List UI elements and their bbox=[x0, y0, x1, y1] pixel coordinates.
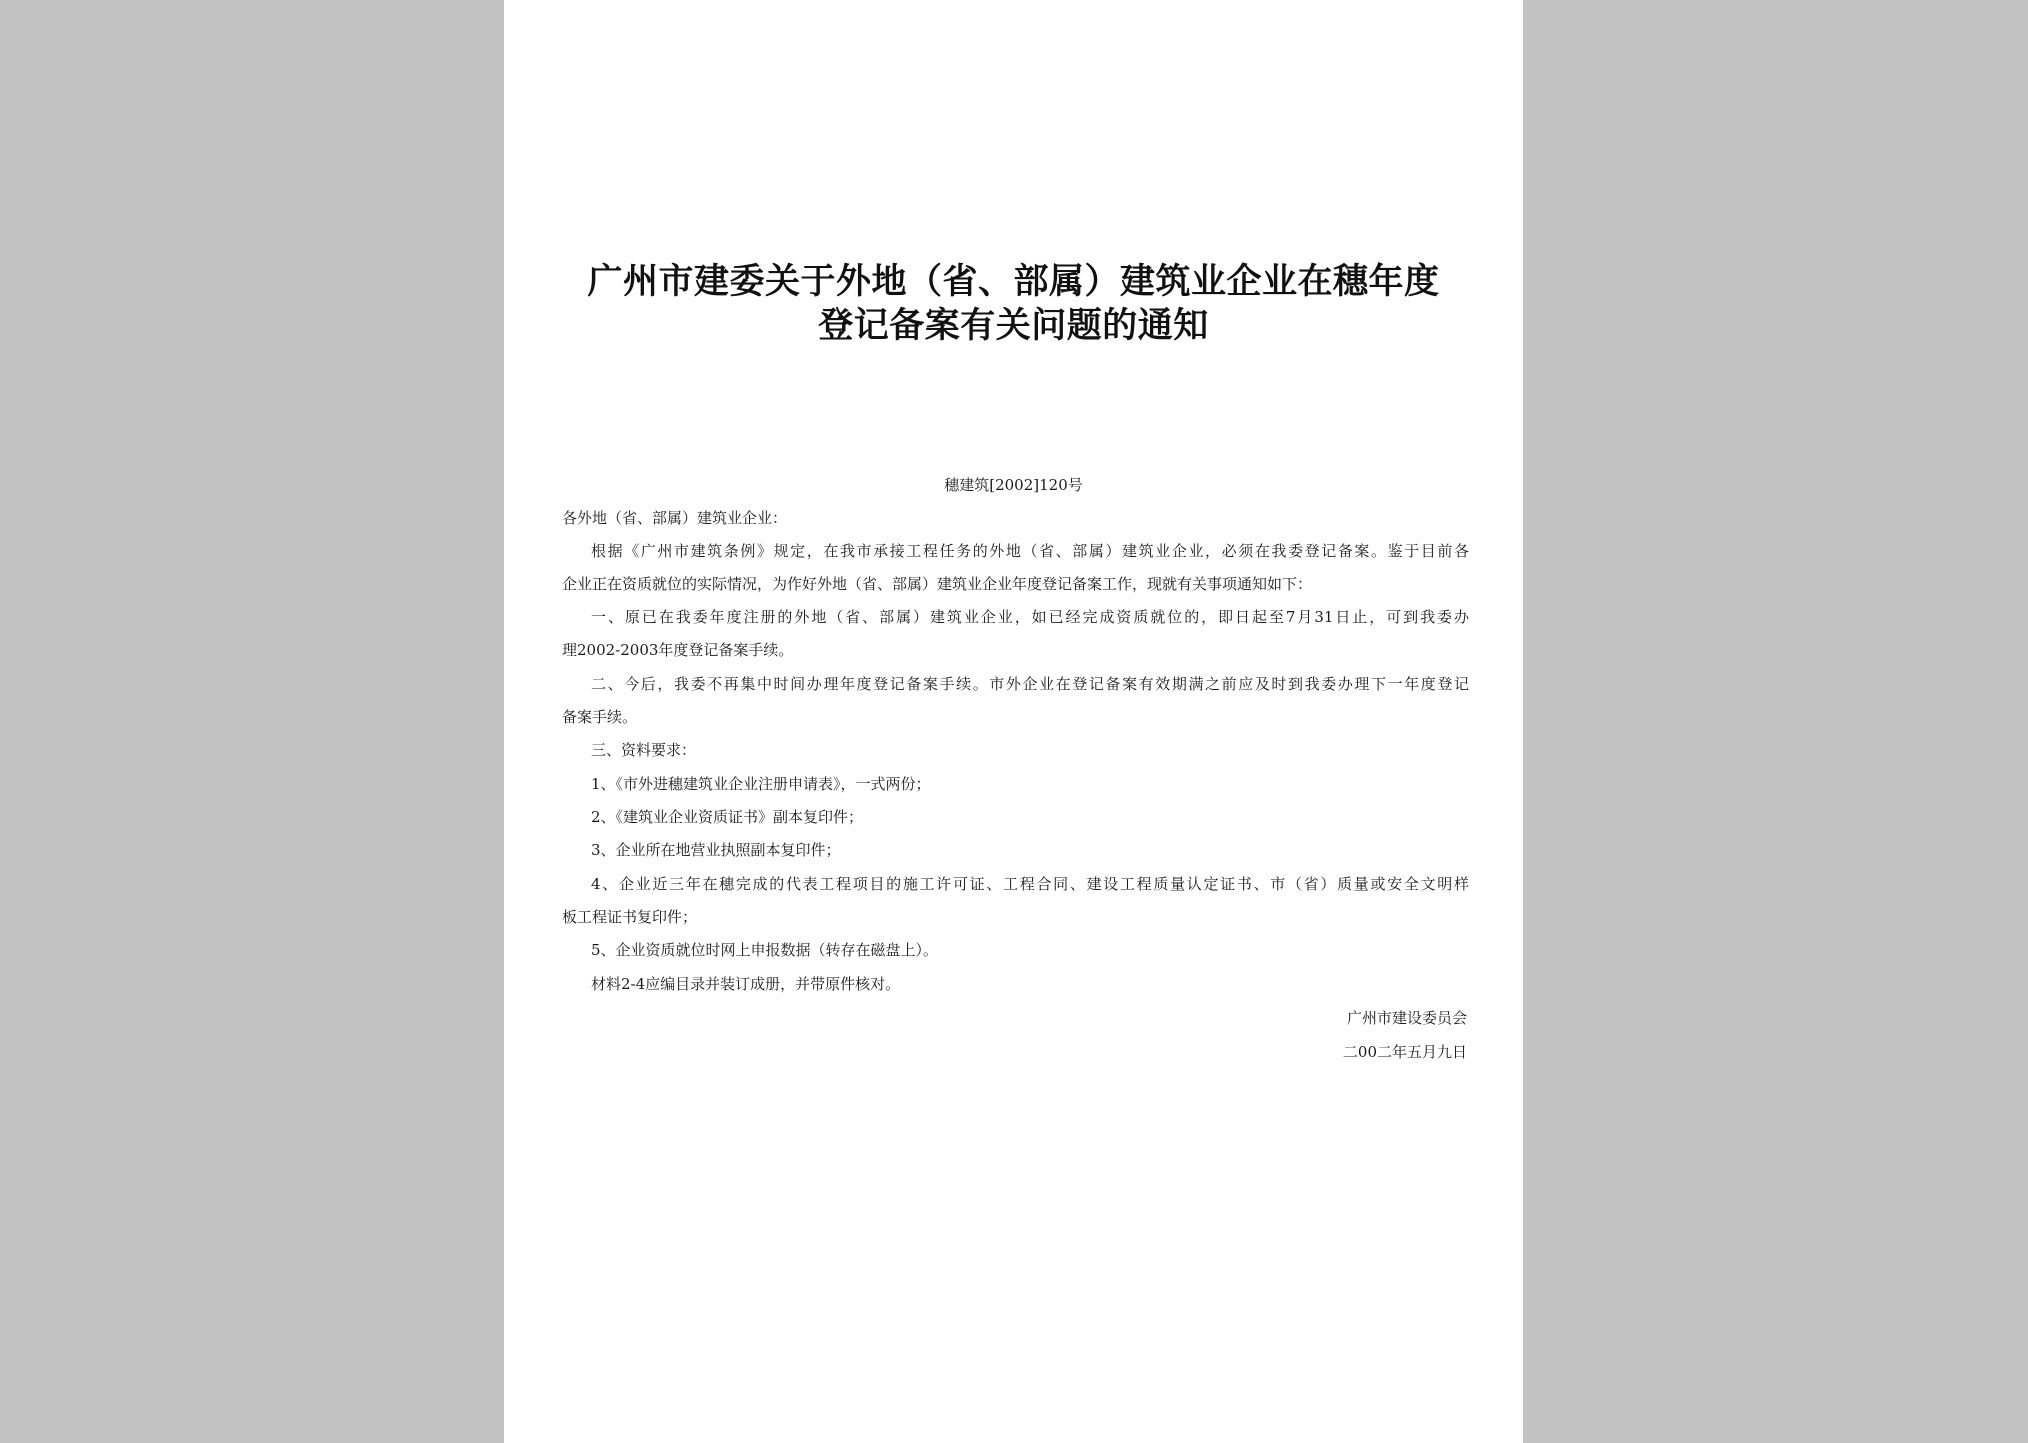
item-1-line-1: 一、原已在我委年度注册的外地（省、部属）建筑业企业，如已经完成资质就位的，即日起至7月31日止，可到我委办 bbox=[591, 608, 1469, 626]
item-3-heading: 三、资料要求： bbox=[591, 741, 697, 759]
requirement-2: 2、《建筑业企业资质证书》副本复印件； bbox=[591, 808, 864, 826]
requirement-3: 3、企业所在地营业执照副本复印件； bbox=[591, 841, 841, 859]
requirement-5: 5、企业资质就位时网上申报数据（转存在磁盘上）。 bbox=[591, 941, 939, 959]
paragraph-1-line-1: 根据《广州市建筑条例》规定，在我市承接工程任务的外地（省、部属）建筑业企业，必须在我委登记备案。鉴于目前各 bbox=[591, 542, 1469, 560]
requirement-4-line-2: 板工程证书复印件； bbox=[562, 908, 698, 926]
title-line-2: 登记备案有关问题的通知 bbox=[818, 306, 1209, 346]
salutation: 各外地（省、部属）建筑业企业： bbox=[562, 509, 788, 527]
item-2-line-2: 备案手续。 bbox=[562, 708, 638, 726]
materials-note: 材料2-4应编目录并装订成册，并带原件核对。 bbox=[591, 975, 901, 993]
document-title bbox=[504, 260, 1523, 348]
signature-organization: 广州市建设委员会 bbox=[1346, 1009, 1467, 1027]
item-2-line-1: 二、今后，我委不再集中时间办理年度登记备案手续。市外企业在登记备案有效期满之前应及时到我委办理下一年度登记 bbox=[591, 675, 1469, 693]
paragraph-1-line-2: 企业正在资质就位的实际情况，为作好外地（省、部属）建筑业企业年度登记备案工作，现就有关事项通知如下： bbox=[562, 575, 1313, 593]
title-line-1: 广州市建委关于外地（省、部属）建筑业企业在穗年度 bbox=[587, 262, 1440, 302]
signature-date: 二00二年五月九日 bbox=[1342, 1043, 1467, 1061]
document-number: 穗建筑[2002]120号 bbox=[944, 476, 1083, 494]
requirement-1: 1、《市外进穗建筑业企业注册申请表》，一式两份； bbox=[591, 775, 931, 793]
item-1-line-2: 理2002-2003年度登记备案手续。 bbox=[562, 641, 794, 659]
requirement-4-line-1: 4、企业近三年在穗完成的代表工程项目的施工许可证、工程合同、建设工程质量认定证书、市（省）质量或安全文明样 bbox=[591, 875, 1469, 893]
document-page bbox=[504, 0, 1523, 1443]
